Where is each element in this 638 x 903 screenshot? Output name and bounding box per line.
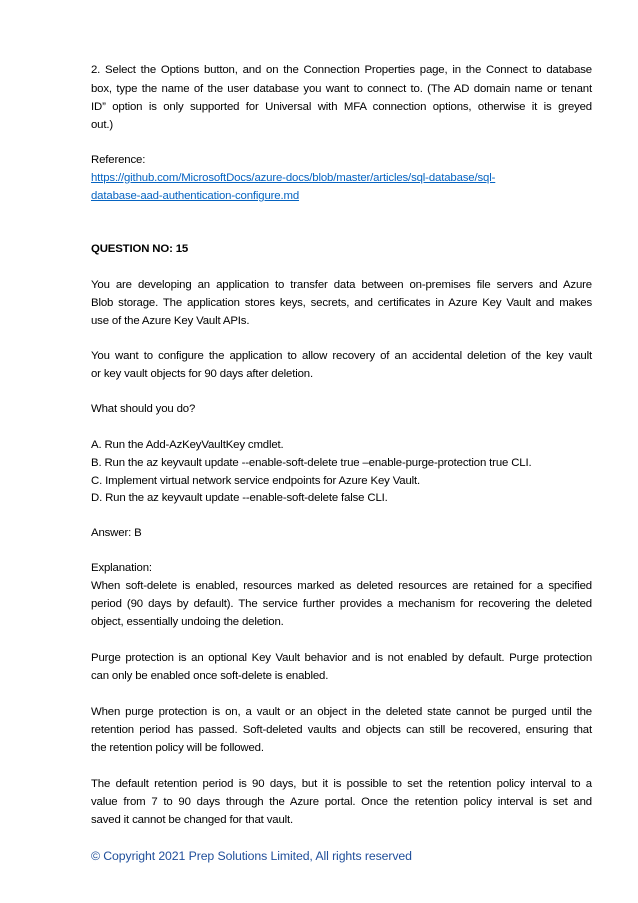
explanation-line: saved it cannot be changed for that vault. (91, 814, 294, 826)
answer-option: D. Run the az keyvault update --enable-soft-delete false CLI. (91, 492, 388, 504)
question-text-line: You want to configure the application to allow recovery of an accidental deletion of the key vault (91, 350, 592, 362)
question-text-line: You are developing an application to transfer data between on-premises file servers and Azure (91, 279, 592, 291)
explanation-line: When purge protection is on, a vault or an object in the deleted state cannot be purged until the (91, 706, 592, 718)
explanation-line: Purge protection is an optional Key Vault behavior and is not enabled by default. Purge protection (91, 652, 592, 664)
question-title: QUESTION NO: 15 (91, 243, 189, 255)
explanation-line: value from 7 to 90 days through the Azure portal. Once the retention policy interval is set and (91, 796, 592, 808)
question-prompt: What should you do? (91, 403, 196, 415)
answer-option: B. Run the az keyvault update --enable-soft-delete true –enable-purge-protection true CLI. (91, 457, 532, 469)
explanation-label: Explanation: (91, 562, 152, 574)
explanation-line: retention period has passed. Soft-deleted vaults and objects can still be recovered, ensuring that (91, 724, 592, 736)
reference-label: Reference: (91, 154, 146, 166)
explanation-line: When soft-delete is enabled, resources marked as deleted resources are retained for a specified (91, 580, 592, 592)
paragraph-line: box, type the name of the user database you want to connect to. (The AD domain name or tenant (91, 83, 592, 95)
question-text-line: Blob storage. The application stores keys, secrets, and certificates in Azure Key Vault and makes (91, 297, 592, 309)
reference-link[interactable]: database-aad-authentication-configure.md (91, 190, 300, 202)
question-text-line: or key vault objects for 90 days after deletion. (91, 368, 314, 380)
explanation-line: period (90 days by default). The service further provides a mechanism for recovering the deleted (91, 598, 592, 610)
explanation-line: object, essentially undoing the deletion. (91, 616, 284, 628)
answer-option: C. Implement virtual network service endpoints for Azure Key Vault. (91, 475, 421, 487)
question-text-line: use of the Azure Key Vault APIs. (91, 315, 250, 327)
reference-link[interactable]: https://github.com/MicrosoftDocs/azure-docs/blob/master/articles/sql-database/sql- (91, 172, 496, 184)
paragraph-line: 2. Select the Options button, and on the Connection Properties page, in the Connect to database (91, 64, 592, 76)
paragraph-line: out.) (91, 119, 114, 131)
explanation-line: the retention policy will be followed. (91, 742, 264, 754)
explanation-line: can only be enabled once soft-delete is enabled. (91, 670, 329, 682)
explanation-line: The default retention period is 90 days, but it is possible to set the retention policy interval to a (91, 778, 592, 790)
answer-text: Answer: B (91, 527, 142, 539)
footer-copyright: © Copyright 2021 Prep Solutions Limited, All rights reserved (91, 849, 412, 863)
answer-option: A. Run the Add-AzKeyVaultKey cmdlet. (91, 439, 284, 451)
paragraph-line: ID” option is only supported for Universal with MFA connection options, otherwise it is greyed (91, 101, 592, 113)
